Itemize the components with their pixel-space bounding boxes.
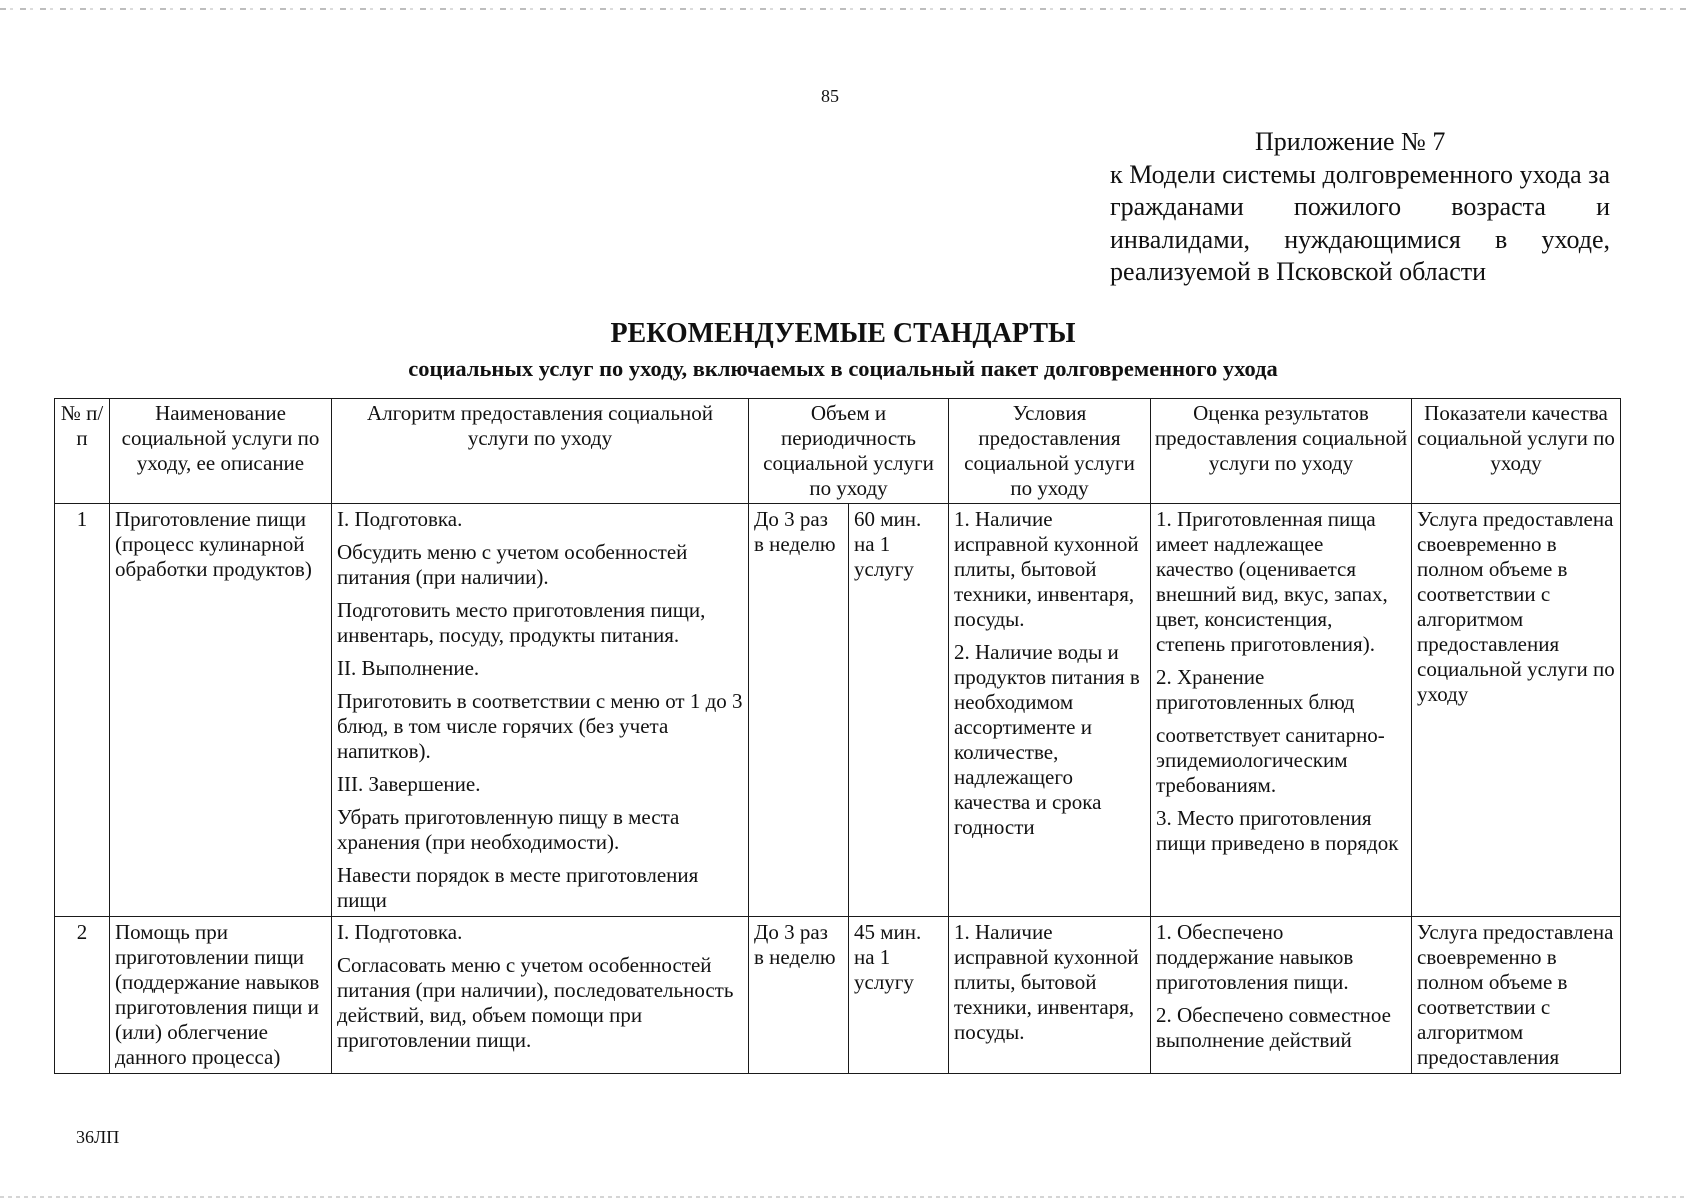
evaluation-item: 3. Место приготовления пищи приведено в порядок [1156,806,1399,855]
header-quality: Показатели качества социальной услуги по уходу [1412,399,1621,504]
algorithm-step: I. Подготовка. [337,507,463,531]
conditions-cell [949,504,1151,917]
service-name: Помощь при приготовлении пищи (поддержание навыков приготовления пищи и (или) облегчение данного процесса) [110,917,332,1074]
header-algorithm: Алгоритм предоставления социальной услуги по уходу [332,399,749,504]
algorithm-cell [332,504,749,917]
standards-table [54,398,1621,1074]
footer-code: 36ЛП [76,1127,120,1147]
evaluation-cell [1151,504,1412,917]
header-name: Наименование социальной услуги по уходу, ее описание [110,399,332,504]
appendix-title: Приложение № 7 [1255,127,1446,156]
algorithm-step: I. Подготовка. [337,920,463,944]
header-volume: Объем и периодичность социальной услуги по уходу [749,399,949,504]
duration-cell: 45 мин. на 1 услугу [849,917,949,1074]
appendix-block [1110,126,1610,289]
header-num: № п/п [55,399,110,504]
service-name: Приготовление пищи (процесс кулинарной обработки продуктов) [110,504,332,917]
scan-artifact-bottom [0,1196,1686,1198]
quality-cell: Услуга предоставлена своевременно в полном объеме в соответствии с алгоритмом предоставления [1412,917,1621,1074]
row-num: 2 [55,917,110,1074]
algorithm-step: Приготовить в соответствии с меню от 1 до 3 блюд, в том числе горячих (без учета напитков). [337,689,743,763]
condition-item: 1. Наличие исправной кухонной плиты, бытовой техники, инвентаря, посуды. [954,920,1139,1044]
duration-cell: 60 мин. на 1 услугу [849,504,949,917]
appendix-text: к Модели системы долговременного ухода за гражданами пожилого возраста и инвалидами, нуждающимися в уходе, реализуемой в Псковской области [1110,159,1610,286]
table-header-row [55,399,1621,504]
algorithm-step: Убрать приготовленную пищу в места хранения (при необходимости). [337,805,680,854]
row-num: 1 [55,504,110,917]
algorithm-step: Обсудить меню с учетом особенностей питания (при наличии). [337,540,688,589]
page-number: 85 [821,86,839,106]
evaluation-item: соответствует санитарно-эпидемиологическим требованиям. [1156,723,1385,797]
evaluation-item: 1. Приготовленная пища имеет надлежащее качество (оценивается внешний вид, вкус, запах, цвет, консистенция, степень приготовления). [1156,507,1388,656]
header-evaluation: Оценка результатов предоставления социальной услуги по уходу [1151,399,1412,504]
algorithm-step: II. Выполнение. [337,656,480,680]
algorithm-step: Навести порядок в месте приготовления пищи [337,863,699,912]
evaluation-item: 1. Обеспечено поддержание навыков приготовления пищи. [1156,920,1354,994]
table-row [55,917,1621,1074]
periodicity-cell: До 3 раз в неделю [749,504,849,917]
document-subtitle: социальных услуг по уходу, включаемых в социальный пакет долговременного ухода [408,356,1278,381]
evaluation-item: 2. Обеспечено совместное выполнение действий [1156,1003,1391,1052]
algorithm-step: III. Завершение. [337,772,481,796]
scan-artifact-top [0,8,1686,10]
algorithm-step: Подготовить место приготовления пищи, инвентарь, посуду, продукты питания. [337,598,706,647]
algorithm-cell [332,917,749,1074]
document-title: РЕКОМЕНДУЕМЫЕ СТАНДАРТЫ [610,318,1076,349]
condition-item: 1. Наличие исправной кухонной плиты, бытовой техники, инвентаря, посуды. [954,507,1139,631]
quality-cell: Услуга предоставлена своевременно в полном объеме в соответствии с алгоритмом предоставления социальной услуги по уходу [1412,504,1621,917]
header-conditions: Условия предоставления социальной услуги по уходу [949,399,1151,504]
algorithm-step: Согласовать меню с учетом особенностей питания (при наличии), последовательность действий, вид, объем помощи при приготовлении пищи. [337,953,734,1052]
periodicity-cell: До 3 раз в неделю [749,917,849,1074]
evaluation-item: 2. Хранение приготовленных блюд [1156,665,1355,714]
conditions-cell [949,917,1151,1074]
evaluation-cell [1151,917,1412,1074]
condition-item: 2. Наличие воды и продуктов питания в необходимом ассортименте и количестве, надлежащего качества и срока годности [954,640,1140,839]
table-row [55,504,1621,917]
